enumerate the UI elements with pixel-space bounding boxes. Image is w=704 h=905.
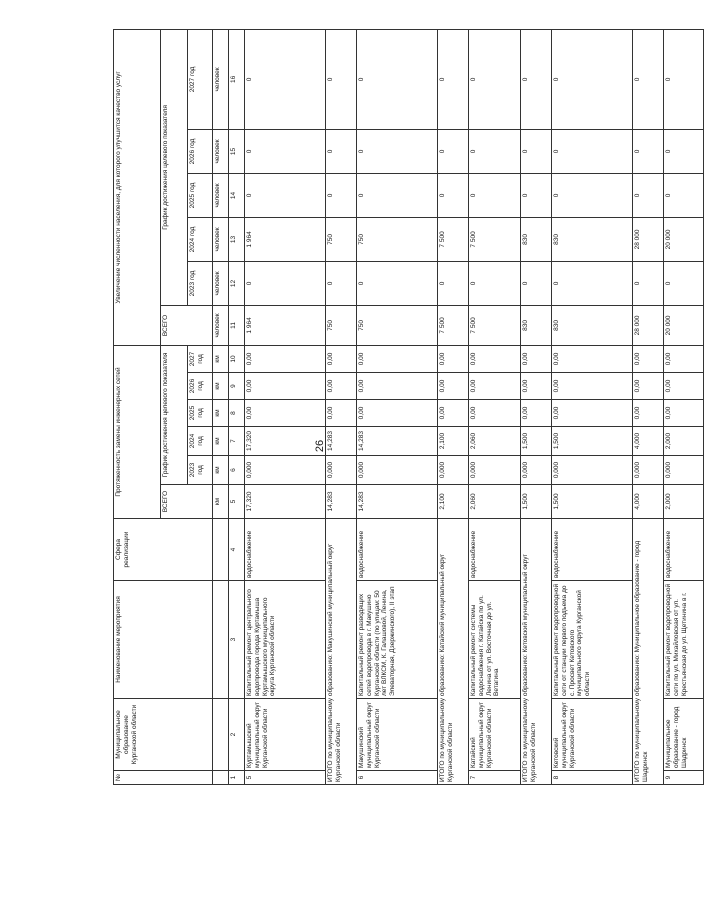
pop-year-cell: 0 bbox=[469, 173, 521, 217]
length-year-cell: 0,00 bbox=[357, 373, 438, 400]
index-row bbox=[229, 29, 245, 784]
length-year-cell: 0,000 bbox=[469, 456, 521, 485]
unit-km: км bbox=[213, 485, 229, 519]
length-total-cell: 2,000 bbox=[664, 485, 704, 519]
pop-year-cell: 0 bbox=[438, 261, 469, 305]
index-cell: 9 bbox=[229, 373, 245, 400]
length-year-cell: 1,500 bbox=[552, 427, 633, 456]
index-cell: 14 bbox=[229, 173, 245, 217]
length-year-cell: 0,00 bbox=[521, 345, 552, 372]
length-year-cell: 0,00 bbox=[633, 400, 664, 427]
pop-year-cell: 0 bbox=[245, 129, 326, 173]
total-row bbox=[326, 29, 357, 784]
total-row bbox=[633, 29, 664, 784]
pop-year-cell: 0 bbox=[521, 29, 552, 129]
pop-year-cell: 830 bbox=[552, 217, 633, 261]
sphere-cell: водоснабжение bbox=[552, 519, 633, 581]
event-cell: Капитальный ремонт системы водоснабжения г. Катайска по ул. Ленина от ул. Восточная до ул. Ветагина bbox=[469, 581, 521, 699]
length-year-cell: 0,00 bbox=[521, 400, 552, 427]
pop-year-cell: 0 bbox=[438, 29, 469, 129]
pop-year-cell: 1 964 bbox=[245, 217, 326, 261]
header-row-1 bbox=[114, 29, 161, 784]
unit-people: человек bbox=[213, 129, 229, 173]
pop-year-cell: 0 bbox=[245, 173, 326, 217]
header-length-year: 2027 год bbox=[188, 345, 213, 372]
header-pop-year: 2025 год bbox=[188, 173, 213, 217]
header-municipality: Муниципальное образование Курганской области bbox=[114, 699, 213, 771]
index-cell: 11 bbox=[229, 305, 245, 345]
length-year-cell: 2,000 bbox=[664, 427, 704, 456]
pop-year-cell: 0 bbox=[245, 261, 326, 305]
index-cell: 8 bbox=[229, 400, 245, 427]
sphere-cell: водоснабжение bbox=[357, 519, 438, 581]
length-year-cell: 0,00 bbox=[633, 373, 664, 400]
event-cell: Капитальный ремонт центрального водопровода города Куртамыша Куртамышского муниципального округа Курганской области bbox=[245, 581, 326, 699]
table-row bbox=[469, 29, 521, 784]
length-year-cell: 0,00 bbox=[438, 400, 469, 427]
pop-total-cell: 750 bbox=[357, 305, 438, 345]
length-year-cell: 0,00 bbox=[664, 400, 704, 427]
length-year-cell: 14,283 bbox=[357, 427, 438, 456]
length-year-cell: 0,000 bbox=[438, 456, 469, 485]
length-total-cell: 2,100 bbox=[438, 485, 469, 519]
length-year-cell: 0,000 bbox=[633, 456, 664, 485]
row-number: 5 bbox=[245, 771, 326, 785]
unit-people: человек bbox=[213, 173, 229, 217]
index-cell: 15 bbox=[229, 129, 245, 173]
length-year-cell: 0,000 bbox=[245, 456, 326, 485]
municipality-cell: Кетовский муниципальный округ Курганской области bbox=[552, 699, 633, 771]
unit-cell-empty bbox=[213, 519, 229, 581]
row-number: 7 bbox=[469, 771, 521, 785]
header-length-total: ВСЕГО bbox=[161, 485, 213, 519]
header-length-schedule: График достижения целевого показателя bbox=[161, 345, 188, 484]
length-year-cell: 2,060 bbox=[469, 427, 521, 456]
length-year-cell: 1,500 bbox=[521, 427, 552, 456]
municipality-cell: Макушинский муниципальный округ Курганской области bbox=[357, 699, 438, 771]
length-total-cell: 14,283 bbox=[357, 485, 438, 519]
total-row bbox=[521, 29, 552, 784]
length-year-cell: 0,00 bbox=[633, 345, 664, 372]
unit-km: км bbox=[213, 345, 229, 372]
length-total-cell: 17,320 bbox=[245, 485, 326, 519]
pop-year-cell: 0 bbox=[552, 129, 633, 173]
pop-year-cell: 830 bbox=[521, 217, 552, 261]
unit-people: человек bbox=[213, 261, 229, 305]
pop-year-cell: 750 bbox=[357, 217, 438, 261]
length-year-cell: 17,320 bbox=[245, 427, 326, 456]
pop-year-cell: 0 bbox=[245, 29, 326, 129]
table-row bbox=[664, 29, 704, 784]
total-label: ИТОГО по муниципальному образованию: Катайский муниципальный округ Курганской области bbox=[438, 519, 469, 785]
pop-year-cell: 0 bbox=[469, 129, 521, 173]
municipality-cell: Куртамышский муниципальный округ Курганской области bbox=[245, 699, 326, 771]
length-total-cell: 4,000 bbox=[633, 485, 664, 519]
municipality-cell: Муниципальное образование - город Шадринск bbox=[664, 699, 704, 771]
pop-year-cell: 0 bbox=[633, 173, 664, 217]
pop-year-cell: 750 bbox=[326, 217, 357, 261]
pop-year-cell: 0 bbox=[326, 261, 357, 305]
pop-total-cell: 20 000 bbox=[664, 305, 704, 345]
length-year-cell: 0,000 bbox=[552, 456, 633, 485]
table-row bbox=[357, 29, 438, 784]
length-year-cell: 0,00 bbox=[521, 373, 552, 400]
row-number: 8 bbox=[552, 771, 633, 785]
header-sphere: Сфера реализации bbox=[114, 519, 213, 581]
length-year-cell: 0,00 bbox=[469, 345, 521, 372]
page-number: 26 bbox=[314, 439, 326, 453]
header-event: Наименование мероприятия bbox=[114, 581, 213, 699]
pop-year-cell: 0 bbox=[552, 29, 633, 129]
event-cell: Капитальный ремонт водопроводной сети от станции первого подъема до с. Просвет Кетовского муниципального округа Курганской области bbox=[552, 581, 633, 699]
pop-year-cell: 0 bbox=[664, 129, 704, 173]
index-cell: 4 bbox=[229, 519, 245, 581]
index-cell: 2 bbox=[229, 699, 245, 771]
length-year-cell: 0,00 bbox=[245, 400, 326, 427]
index-cell: 12 bbox=[229, 261, 245, 305]
pop-year-cell: 0 bbox=[357, 173, 438, 217]
unit-km: км bbox=[213, 400, 229, 427]
pop-year-cell: 0 bbox=[357, 261, 438, 305]
pop-total-cell: 28 000 bbox=[633, 305, 664, 345]
pop-year-cell: 0 bbox=[469, 261, 521, 305]
length-year-cell: 4,000 bbox=[633, 427, 664, 456]
length-year-cell: 0,00 bbox=[438, 373, 469, 400]
length-year-cell: 0,000 bbox=[664, 456, 704, 485]
length-year-cell: 0,00 bbox=[664, 345, 704, 372]
pop-year-cell: 0 bbox=[521, 173, 552, 217]
pop-total-cell: 7 500 bbox=[469, 305, 521, 345]
event-cell: Капитальный ремонт разводящих сетей водопровода в г. Макушино Курганской области (по улицам: 50 лет ВЛКСМ, К. Галашовой, Ленина, Элеваторная, Дзержинского), II этап bbox=[357, 581, 438, 699]
length-total-cell: 2,060 bbox=[469, 485, 521, 519]
length-year-cell: 0,000 bbox=[357, 456, 438, 485]
length-total-cell: 1,500 bbox=[552, 485, 633, 519]
table-row bbox=[552, 29, 633, 784]
pop-year-cell: 0 bbox=[357, 29, 438, 129]
length-year-cell: 0,00 bbox=[552, 345, 633, 372]
index-cell: 16 bbox=[229, 29, 245, 129]
pop-total-cell: 7 500 bbox=[438, 305, 469, 345]
length-year-cell: 0,00 bbox=[357, 345, 438, 372]
pop-total-cell: 1 964 bbox=[245, 305, 326, 345]
header-length-year: 2026 год bbox=[188, 373, 213, 400]
index-cell: 3 bbox=[229, 581, 245, 699]
unit-cell-empty bbox=[213, 771, 229, 785]
pop-year-cell: 0 bbox=[357, 129, 438, 173]
header-pop-year: 2024 год bbox=[188, 217, 213, 261]
header-pop-total: ВСЕГО bbox=[161, 305, 213, 345]
header-length-year: 2023 год bbox=[188, 456, 213, 485]
header-pop-group: Увеличение численности населения, для которого улучшится качество услуг bbox=[114, 29, 161, 345]
pop-total-cell: 750 bbox=[326, 305, 357, 345]
header-pop-year: 2026 год bbox=[188, 129, 213, 173]
length-year-cell: 0,00 bbox=[326, 345, 357, 372]
pop-year-cell: 0 bbox=[552, 261, 633, 305]
index-cell: 1 bbox=[229, 771, 245, 785]
pop-year-cell: 0 bbox=[552, 173, 633, 217]
index-cell: 7 bbox=[229, 427, 245, 456]
pop-year-cell: 0 bbox=[664, 29, 704, 129]
length-year-cell: 0,00 bbox=[552, 400, 633, 427]
length-year-cell: 0,000 bbox=[521, 456, 552, 485]
unit-cell-empty bbox=[213, 699, 229, 771]
rotated-table-container bbox=[113, 30, 688, 785]
total-label: ИТОГО по муниципальному образованию: Макушинский муниципальный округ Курганской области bbox=[326, 519, 357, 785]
length-year-cell: 0,00 bbox=[469, 373, 521, 400]
pop-year-cell: 0 bbox=[633, 129, 664, 173]
pop-year-cell: 7 500 bbox=[438, 217, 469, 261]
infrastructure-table bbox=[113, 29, 704, 785]
pop-year-cell: 0 bbox=[633, 261, 664, 305]
pop-year-cell: 0 bbox=[326, 173, 357, 217]
unit-km: км bbox=[213, 373, 229, 400]
length-year-cell: 0,00 bbox=[469, 400, 521, 427]
table-row bbox=[245, 29, 326, 784]
length-year-cell: 14,283 bbox=[326, 427, 357, 456]
unit-people: человек bbox=[213, 29, 229, 129]
unit-km: км bbox=[213, 456, 229, 485]
pop-year-cell: 0 bbox=[664, 261, 704, 305]
pop-year-cell: 0 bbox=[521, 261, 552, 305]
length-total-cell: 14,283 bbox=[326, 485, 357, 519]
header-length-year: 2024 год bbox=[188, 427, 213, 456]
row-number: 9 bbox=[664, 771, 704, 785]
header-length-group: Протяженность замены инженерных сетей bbox=[114, 345, 161, 518]
pop-year-cell: 0 bbox=[438, 129, 469, 173]
pop-year-cell: 7 500 bbox=[469, 217, 521, 261]
pop-year-cell: 0 bbox=[326, 29, 357, 129]
length-year-cell: 0,00 bbox=[664, 373, 704, 400]
unit-cell-empty bbox=[213, 581, 229, 699]
header-num: № bbox=[114, 771, 213, 785]
length-year-cell: 0,00 bbox=[245, 345, 326, 372]
sphere-cell: водоснабжение bbox=[245, 519, 326, 581]
pop-year-cell: 0 bbox=[469, 29, 521, 129]
total-row bbox=[438, 29, 469, 784]
length-year-cell: 0,00 bbox=[438, 345, 469, 372]
pop-year-cell: 0 bbox=[326, 129, 357, 173]
pop-year-cell: 20 000 bbox=[664, 217, 704, 261]
pop-year-cell: 0 bbox=[664, 173, 704, 217]
pop-year-cell: 0 bbox=[438, 173, 469, 217]
row-number: 6 bbox=[357, 771, 438, 785]
unit-km: км bbox=[213, 427, 229, 456]
unit-people: человек bbox=[213, 305, 229, 345]
header-length-year: 2025 год bbox=[188, 400, 213, 427]
pop-year-cell: 0 bbox=[633, 29, 664, 129]
header-pop-schedule: График достижения целевого показателя bbox=[161, 29, 188, 305]
index-cell: 6 bbox=[229, 456, 245, 485]
sphere-cell: водоснабжение bbox=[469, 519, 521, 581]
length-total-cell: 1,500 bbox=[521, 485, 552, 519]
index-cell: 10 bbox=[229, 345, 245, 372]
length-year-cell: 0,00 bbox=[357, 400, 438, 427]
pop-total-cell: 830 bbox=[521, 305, 552, 345]
sphere-cell: водоснабжение bbox=[664, 519, 704, 581]
municipality-cell: Катайский муниципальный округ Курганской области bbox=[469, 699, 521, 771]
pop-total-cell: 830 bbox=[552, 305, 633, 345]
index-cell: 5 bbox=[229, 485, 245, 519]
unit-people: человек bbox=[213, 217, 229, 261]
total-label: ИТОГО по муниципальному образованию: Муниципальное образование - город Шадринск bbox=[633, 519, 664, 785]
length-year-cell: 0,00 bbox=[326, 373, 357, 400]
header-pop-year: 2027 год bbox=[188, 29, 213, 129]
header-pop-year: 2023 год bbox=[188, 261, 213, 305]
index-cell: 13 bbox=[229, 217, 245, 261]
event-cell: Капитальный ремонт водопроводной сети по ул. Михайловская от ул. Крестьянская до ул. Щетинина в г. bbox=[664, 581, 704, 699]
pop-year-cell: 28 000 bbox=[633, 217, 664, 261]
length-year-cell: 0,00 bbox=[326, 400, 357, 427]
length-year-cell: 0,000 bbox=[326, 456, 357, 485]
length-year-cell: 0,00 bbox=[552, 373, 633, 400]
units-row bbox=[213, 29, 229, 784]
pop-year-cell: 0 bbox=[521, 129, 552, 173]
length-year-cell: 0,00 bbox=[245, 373, 326, 400]
length-year-cell: 2,100 bbox=[438, 427, 469, 456]
total-label: ИТОГО по муниципальному образованию: Кетовский муниципальный округ Курганской области bbox=[521, 519, 552, 785]
